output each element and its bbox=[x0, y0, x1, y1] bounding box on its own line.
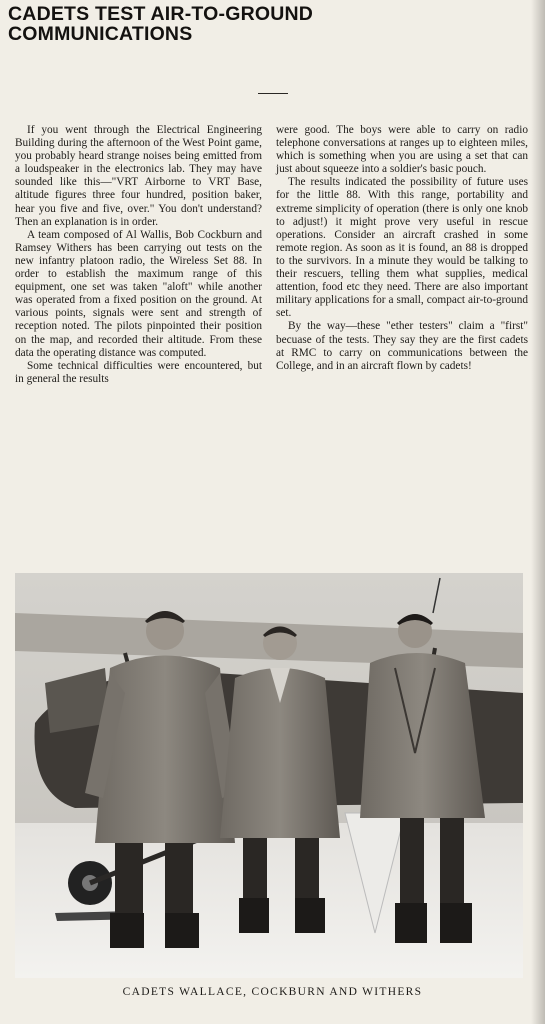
paragraph: By the way—these "ether testers" claim a "first" becuase of the tests. They say they are the first cadets at RMC to carry on communications between the College, and in an aircraft flown by cadets! bbox=[276, 320, 528, 372]
photo-illustration bbox=[15, 573, 523, 978]
paragraph: If you went through the Electrical Engineering Building during the afternoon of the West Point game, you probably heard strange noises being emitted from a loudspeaker in the electronics lab. They may have sounded like this—"VRT Airborne to VRT Base, altitude figures three four hundred, position baker, hear you five and five, over." You don't understand? Then an explanation is in order. bbox=[15, 124, 262, 228]
paragraph: A team composed of Al Wallis, Bob Cockburn and Ramsey Withers has been carrying out tests on the new infantry platoon radio, the Wireless Set 88. In order to establish the maximum range of this equipment, one set was taken "aloft" while another was operated from a fixed position on the ground. At various points, signals were sent and strength of reception noted. The pilots pinpointed their position on the map, and recorded their altitude. From these data the operating distance was computed. bbox=[15, 228, 262, 359]
title-divider bbox=[258, 93, 288, 94]
paragraph: Some technical difficulties were encountered, but in general the results bbox=[15, 359, 262, 385]
article-title: CADETS TEST AIR-TO-GROUND COMMUNICATIONS bbox=[8, 3, 314, 45]
article-column-left bbox=[15, 124, 262, 386]
paragraph: The results indicated the possibility of future uses for the little 88. With this range, portability and extreme simplicity of operation (there is only one knob to adjust!) it might prove very useful in rescue operations. Consider an aircraft crashed in some remote region. As soon as it is found, an 88 is dropped to the survivors. In a minute they would be talking to their rescuers, telling them what supplies, medical attention, food etc they need. There are also important military applications for a small, compact air-to-ground set. bbox=[276, 176, 528, 320]
cadets-photograph bbox=[15, 573, 523, 978]
photo-caption: CADETS WALLACE, COCKBURN AND WITHERS bbox=[122, 986, 423, 998]
article-column-right bbox=[276, 124, 528, 373]
paragraph: were good. The boys were able to carry on radio telephone conversations at ranges up to eighteen miles, which is something when you are using a set that can just about squeeze into a soldier's basic pouch. bbox=[276, 124, 528, 176]
page-edge-shadow bbox=[531, 0, 545, 1024]
